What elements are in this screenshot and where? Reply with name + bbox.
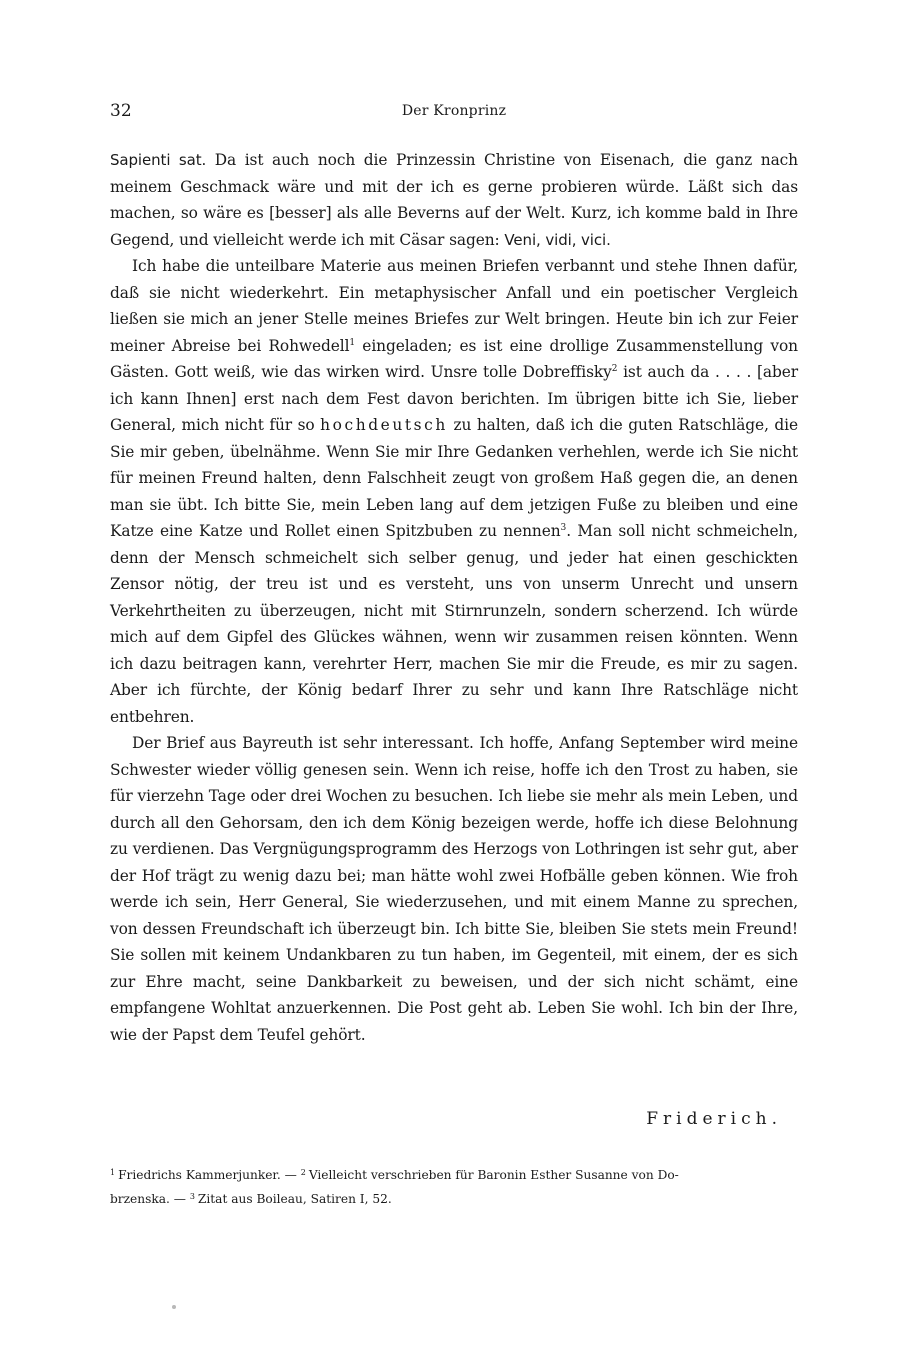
running-title: Der Kronprinz: [401, 103, 507, 119]
emphasized-word: hochdeutsch: [320, 416, 448, 434]
paragraph-text: Ich habe die unteilbare Materie aus meinen Briefen verbannt und stehe Ihnen dafür, daß sie nicht wiederkehrt. Ein metaphysischer Anfall und ein poetischer Vergleich ließen sie mich an jener Stelle meines Briefes zur Welt bringen. Heute bin ich zur Feier meiner Abreise bei Rohwedell: [110, 257, 798, 355]
paragraph-2: [110, 253, 798, 730]
footnote-text: brzenska. —: [110, 1192, 190, 1206]
paper-speck: [172, 1305, 176, 1309]
footnote-ref: 1: [349, 337, 356, 348]
footnote-number: 1: [110, 1168, 116, 1177]
footnote-number: 2: [300, 1168, 306, 1177]
latin-phrase: Sapienti sat.: [110, 151, 207, 169]
letter-body: [110, 147, 798, 1048]
paragraph-text: Da ist auch noch die Prinzessin Christine von Eisenach, die ganz nach meinem Geschmack wäre und mit der ich es gerne probieren würde. Läßt sich das machen, so wäre es [besser] als alle Beverns auf der Welt. Kurz, ich komme bald in Ihre Gegend, und vielleicht werde ich mit Cäsar sagen:: [110, 151, 798, 249]
footnote-text: Friedrichs Kammerjunker. —: [118, 1168, 301, 1182]
latin-phrase: Veni, vidi, vici.: [504, 230, 611, 249]
signature: Friderich.: [646, 1109, 782, 1129]
page-number: 32: [110, 101, 132, 121]
paragraph-text: Der Brief aus Bayreuth ist sehr interessant. Ich hoffe, Anfang September wird meine Schwester wieder völlig genesen sein. Wenn ich reise, hoffe ich den Trost zu haben, sie für vierzehn Tage oder drei Wochen zu besuchen. Ich liebe sie mehr als mein Leben, und durch all den Gehorsam, den ich dem König bezeigen werde, hoffe ich diese Belohnung zu verdienen. Das Vergnügungsprogramm des Herzogs von Lothringen ist sehr gut, aber der Hof trägt zu wenig dazu bei; man hätte wohl zwei Hofbälle geben können. Wie froh werde ich sein, Herr General, Sie wiederzusehen, und mit einem Manne zu sprechen, von dessen Freundschaft ich überzeugt bin. Ich bitte Sie, bleiben Sie stets mein Freund! Sie sollen mit keinem Undankbaren zu tun haben, im Gegenteil, mit einem, der es sich zur Ehre macht, seine Dankbarkeit zu beweisen, und der sich nicht schämt, eine empfangene Wohltat anzuerkennen. Die Post geht ab. Leben Sie wohl. Ich bin der Ihre, wie der Papst dem Teufel gehört.: [110, 734, 798, 1044]
footnote-text: Zitat aus Boileau, Satiren I, 52.: [197, 1192, 392, 1206]
paragraph-text: . Man soll nicht schmeicheln, denn der Mensch schmeichelt sich selber genug, und jeder hat einen geschickten Zensor nötig, der treu ist und es versteht, uns von unserm Unrecht und unsern Verkehrtheiten zu überzeugen, nicht mit Stirnrunzeln, sondern scherzend. Ich würde mich auf dem Gipfel des Glückes wähnen, wenn wir zusammen reisen könnten. Wenn ich dazu beitragen kann, verehrter Herr, machen Sie mir die Freude, es mir zu sagen. Aber ich fürchte, der König bedarf Ihrer zu sehr und kann Ihre Ratschläge nicht entbehren.: [110, 522, 798, 726]
footnote-number: 3: [189, 1192, 195, 1201]
footnote-ref: 2: [611, 364, 618, 374]
paragraph-3: [110, 730, 798, 1048]
footnote-line: [110, 1162, 798, 1186]
footnotes: [110, 1162, 798, 1210]
paragraph-1: [110, 147, 798, 253]
footnote-ref: 3: [560, 523, 567, 533]
paragraph-text: eingeladen; es ist eine drollige Zusammenstellung von Gästen. Gott weiß, wie das wirken wird. Unsre tolle Dobreffisky: [110, 336, 798, 381]
footnote-line: [110, 1186, 798, 1210]
footnote-text: Vielleicht verschrieben für Baronin Esther Susanne von Do-: [308, 1168, 679, 1182]
paragraph-text: zu halten, daß ich die guten Ratschläge, die Sie mir geben, übelnähme. Wenn Sie mir Ihre Gedanken verhehlen, werde ich Sie nicht für meinen Freund halten, denn Falschheit zeugt von großem Haß gegen die, an denen man sie übt. Ich bitte Sie, mein Leben lang auf dem jetzigen Fuße zu bleiben und eine Katze eine Katze und Rollet einen Spitzbuben zu nennen: [110, 416, 799, 540]
paragraph-text: ist auch da . . . . [aber ich kann Ihnen] erst nach dem Fest davon berichten. Im übrigen bitte ich Sie, lieber General, mich nicht für so: [110, 363, 798, 434]
page-header: [110, 101, 798, 125]
